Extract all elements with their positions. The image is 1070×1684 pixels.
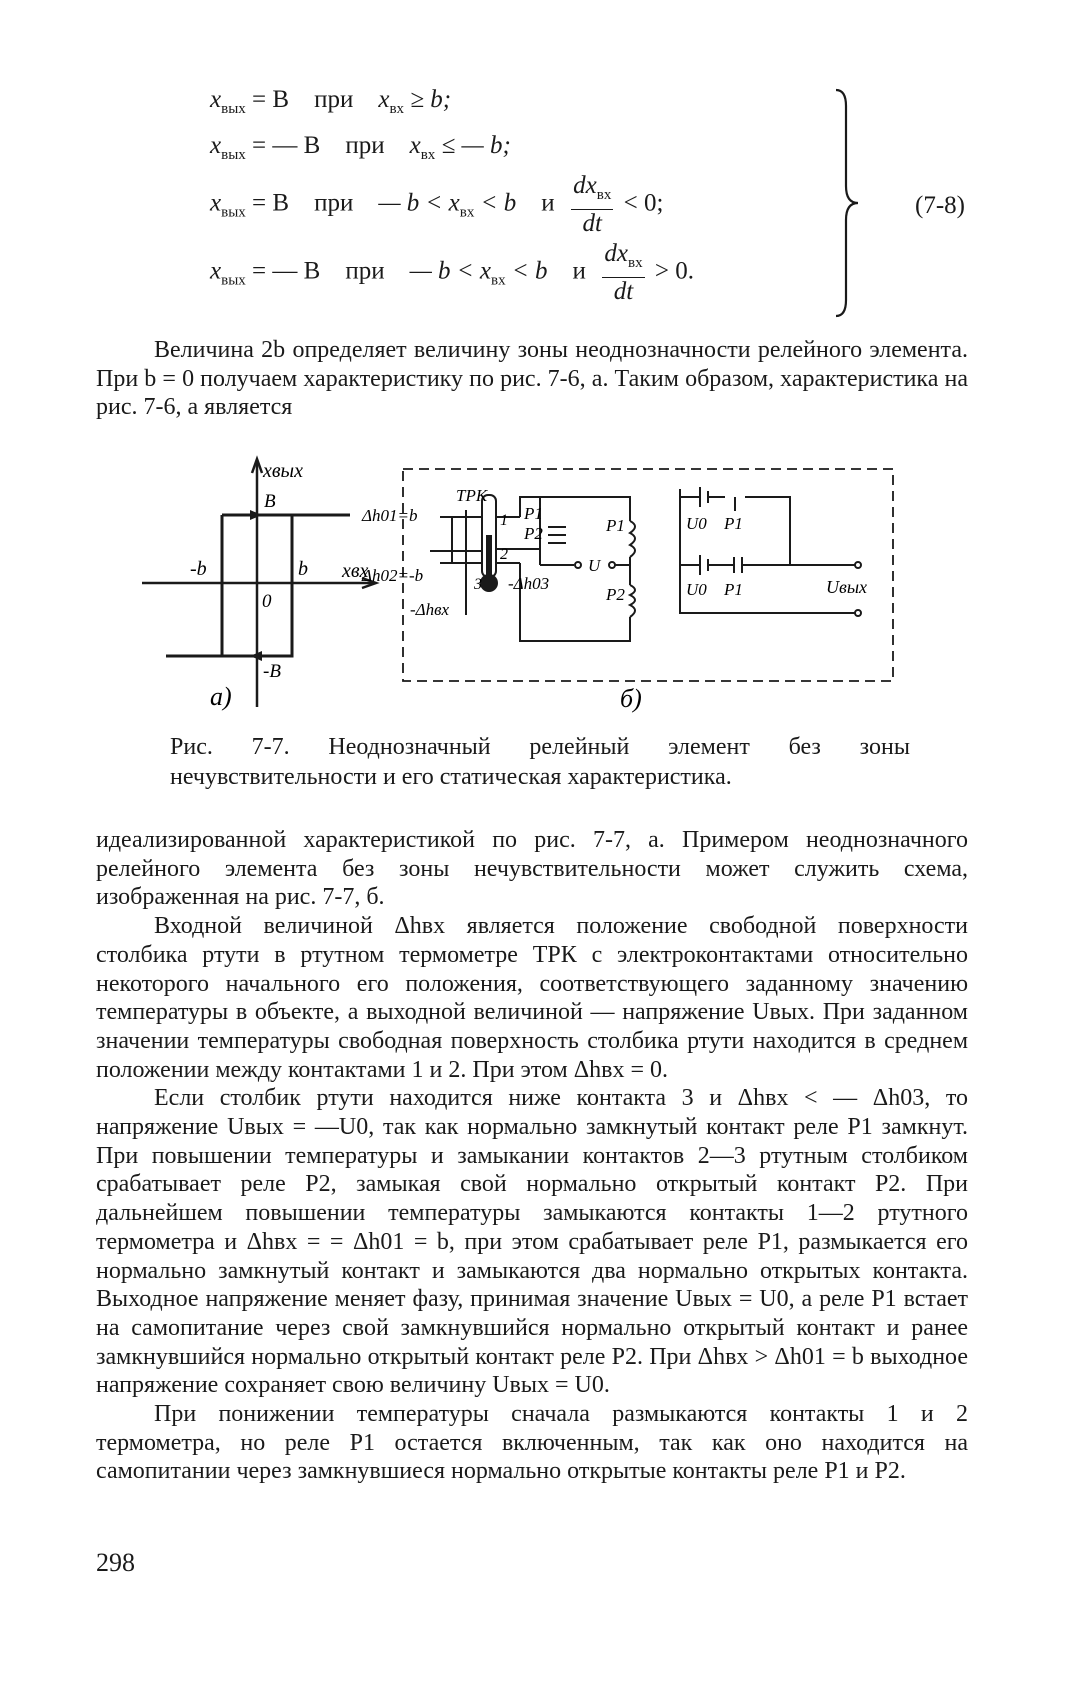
fig-b-uvyx-label: Uвых [826,577,867,597]
fig-b-supply-u: U [588,556,601,575]
fig-b-dh02-label: Δh02=-b [362,566,424,585]
paragraph-2: Входной величиной Δhвх является положение свободной поверхности столбика ртути в ртутном термометре ТРК с электроконтактами относительно некоторого начального его положения, соответствующего заданному значению температуры в объекте, а выходной величиной — напряжение Uвых. При заданном значении температуры свободная поверхность столбика ртути находится в среднем положении между контактами 1 и 2. При этом Δhвх = 0. [96,913,968,1083]
fig-a-zero-label: 0 [262,591,272,612]
fig-a-xaxis-label: xвх [342,560,369,582]
paragraph-1: идеализированной характеристикой по рис. 7-7, а. Примером неоднозначного релейного элемента без зоны нечувствительности может служить схема, изображенная на рис. 7-7, б. [96,827,968,911]
fig-a-yaxis-label: xвых [263,460,303,482]
figure-a-characteristic [142,459,376,707]
figure-caption: Рис. 7-7. Неоднозначный релейный элемент без зоны нечувствительности и его статическая характеристика. [170,734,910,790]
page-number: 298 [96,1548,135,1577]
fig-b-u0-top: U0 [686,514,707,533]
body-text [96,826,968,1486]
fig-a-panel-label: а) [210,682,232,711]
fig-a-B-label: B [264,491,276,512]
paragraph-4: При понижении температуры сначала размыкаются контакты 1 и 2 термометра, но реле P1 остается включенным, так как оно находится на самопитании через замкнувшиеся нормально открытые контакты реле P1 и P2. [96,1401,968,1485]
fig-b-trk-label: ТРК [456,486,488,505]
fig-b-contact-2: 2 [500,546,508,563]
fig-a-minusB-label: -B [263,661,281,682]
fig-b-dh01-label: Δh01=b [362,506,418,525]
fig-b-relay-p2-contact: P2 [524,524,543,543]
equation-number: (7-8) [915,192,965,219]
fig-b-p1-top: P1 [724,514,743,533]
fig-b-contact-1: 1 [500,512,508,529]
paragraph-3: Если столбик ртути находится ниже контакта 3 и Δhвх < — Δh03, то напряжение Uвых = —U0, так как нормально замкнутый контакт реле P1 замкнут. При повышении температуры и замыкании контактов 2—3 ртутным столбиком срабатывает реле P2, замыкая свой нормально открытый контакт P2. При дальнейшем повышении температуры замыкаются контакты 1—2 ртутного термометра и Δhвх = = Δh01 = b, при этом срабатывает реле P1, размыкается его нормально замкнутый контакт и замыкаются два нормально открытых контакта. Выходное напряжение меняет фазу, принимая значение Uвых = U0, а реле P1 встает на самопитание через свой замкнувшийся нормально открытый контакт и ранее замкнувшийся нормально открытый контакт реле P2. При Δhвх > Δh01 = b выходное напряжение сохраняет свою величину Uвых = U0. [96,1085,968,1399]
fig-b-coil-p1: P1 [606,516,625,535]
fig-a-b-label: b [298,558,308,580]
equation-line-2: $x_{вых}$ = — B при $x_{вх}$ ≤ — b; [210,132,511,163]
fig-a-minus-b-label: -b [190,558,207,580]
fig-b-u0-bottom: U0 [686,580,707,599]
fig-b-relay-p1-contact: P1 [524,504,543,523]
intro-paragraph: Величина 2b определяет величину зоны неоднозначности релейного элемента. При b = 0 получаем характеристику по рис. 7-6, а. Таким образом, характеристика на рис. 7-6, а является [96,337,968,421]
fig-b-dhvx-label: -Δhвх [410,600,450,619]
fig-b-coil-p2: P2 [606,585,625,604]
fig-b-dh03-label: -Δh03 [508,574,550,593]
fig-b-p1-bottom: P1 [724,580,743,599]
equation-brace [830,86,870,320]
equation-line-1: $x_{вых} = B$ при $x_{вх} \ge b$; [210,86,452,117]
equation-line-3: $x_{вых} = B$ при — $b < x_{вх} < b$ и $\frac{dx_{вх}}{dt}$ < 0; [210,172,664,237]
fig-b-contact-3: 3 [474,576,482,593]
figure-7-7 [0,455,1070,715]
equation-line-4: $x_{вых}$ = — B при — $b < x_{вх} < b$ и $\frac{dx_{вх}}{dt}$ > 0. [210,240,694,305]
fig-b-panel-label: б) [620,684,642,713]
